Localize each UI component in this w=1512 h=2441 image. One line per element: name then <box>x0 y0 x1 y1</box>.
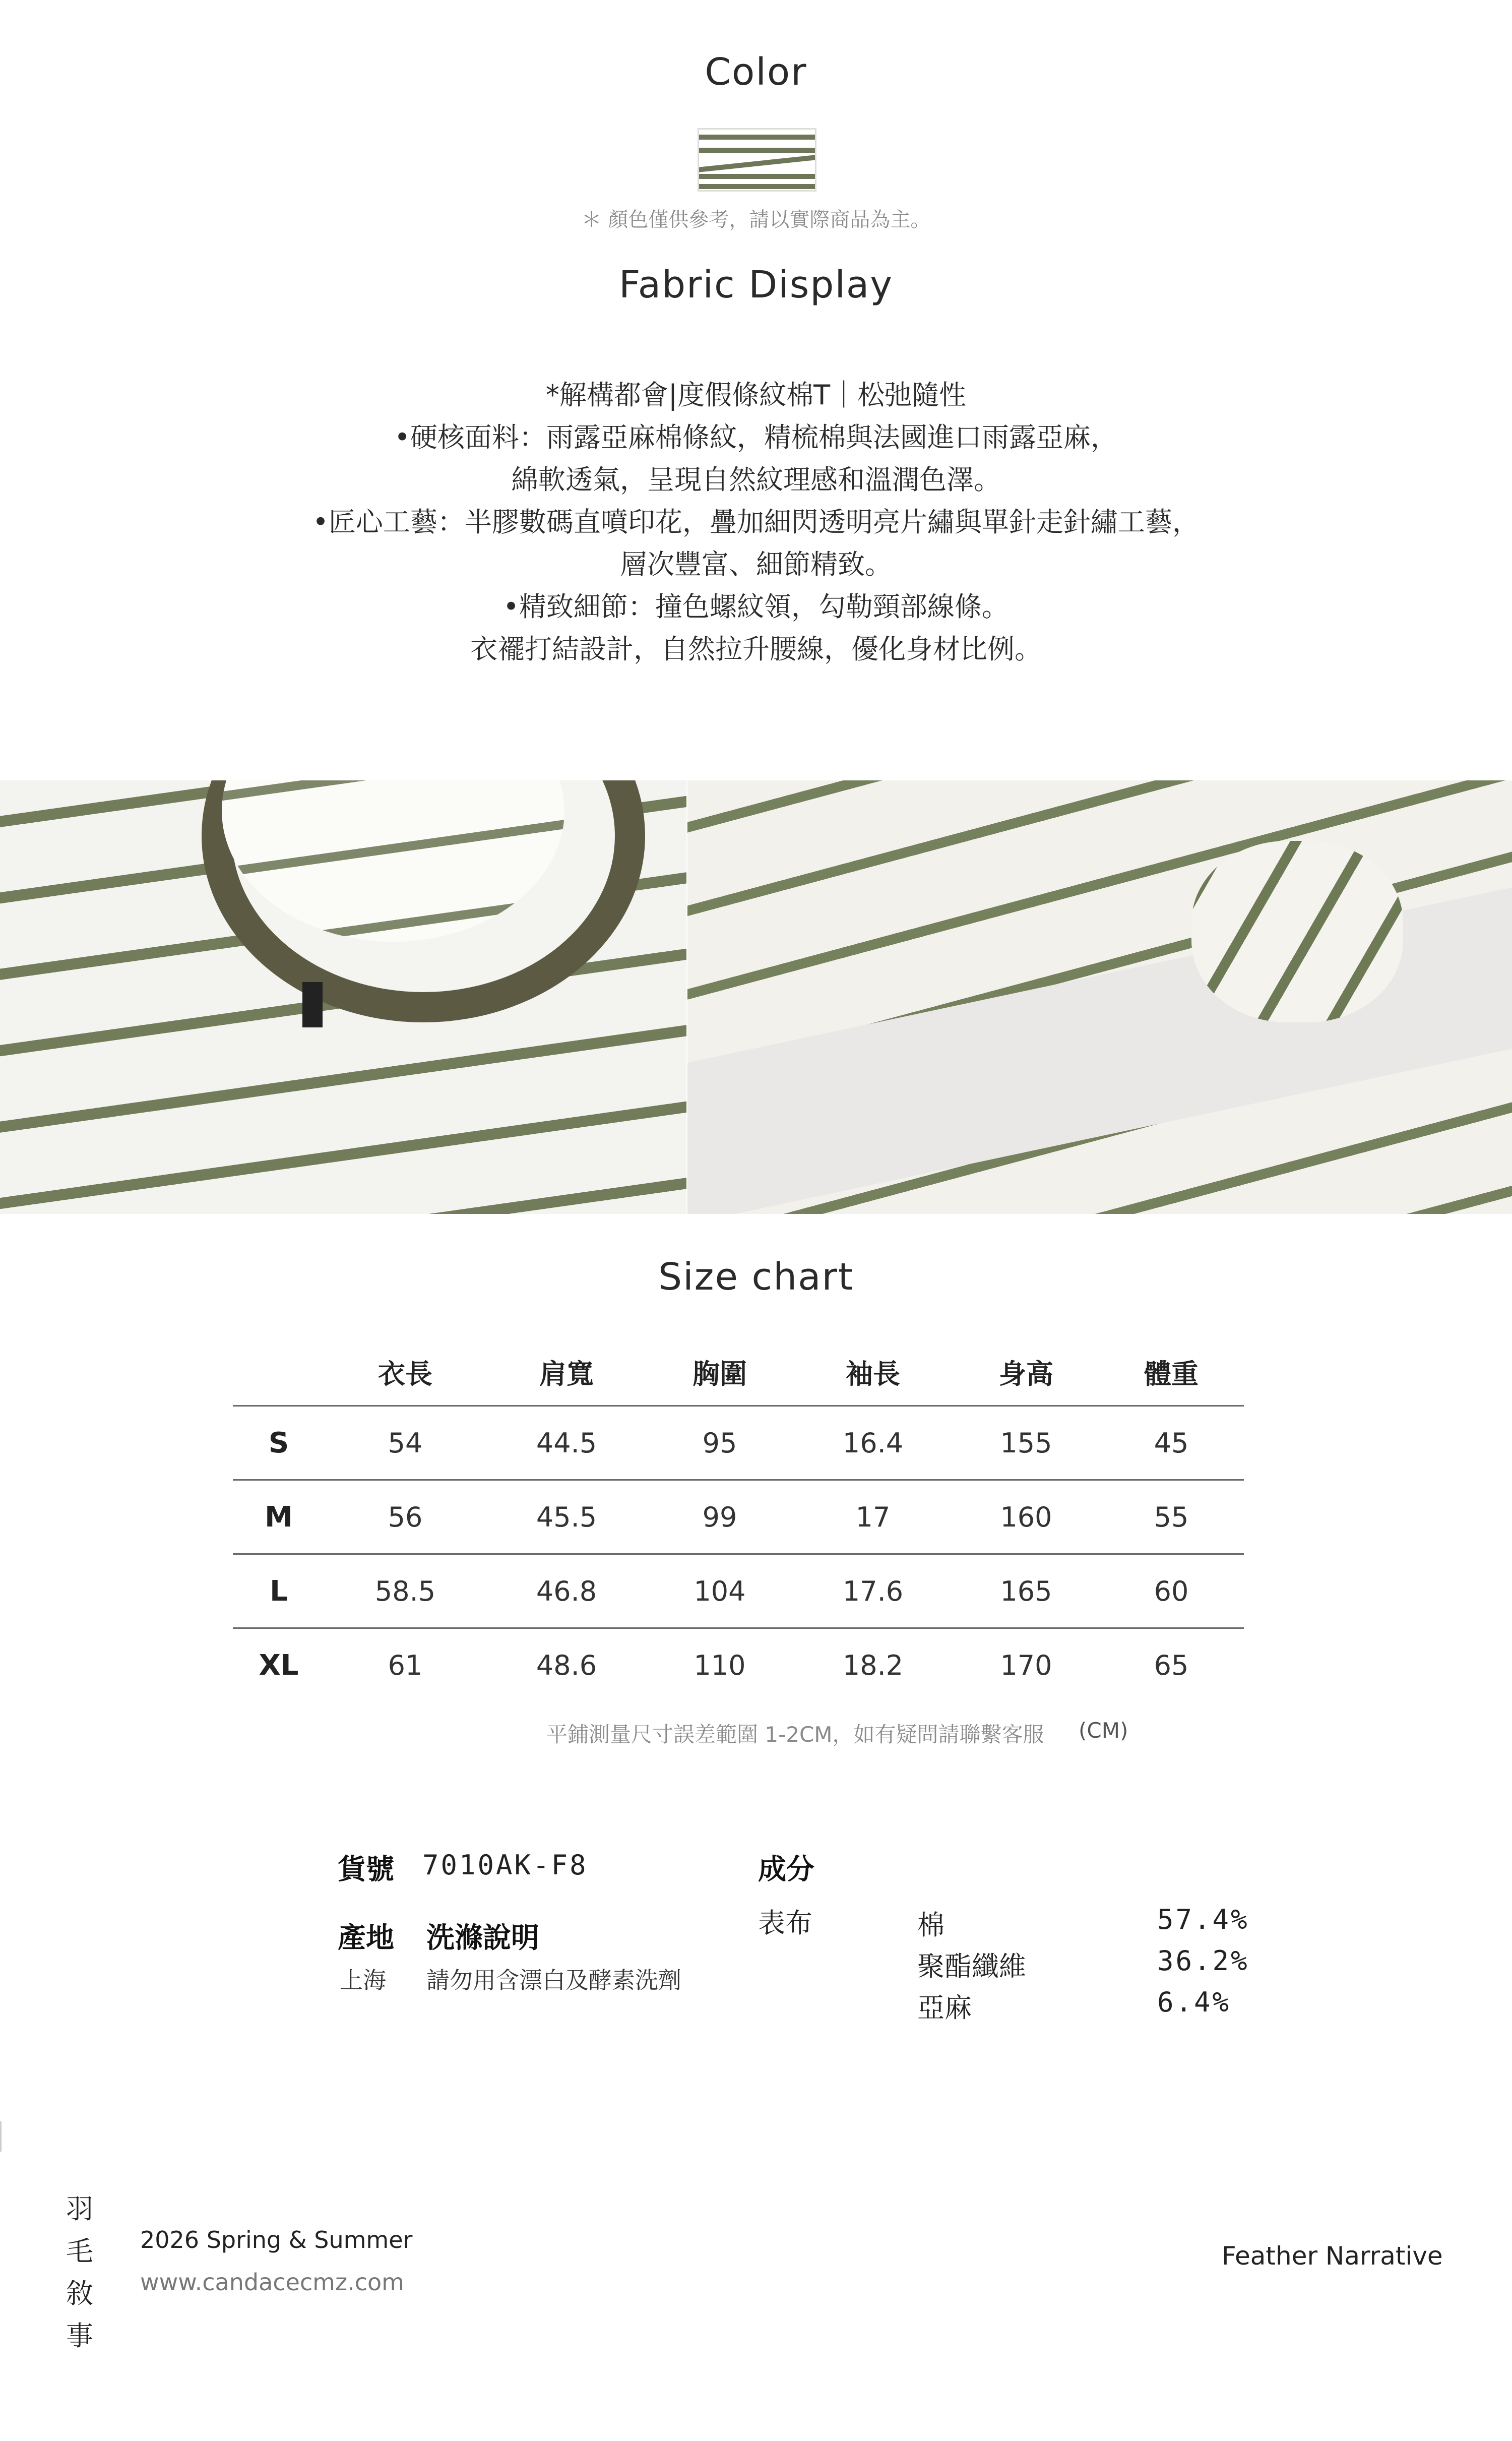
divider <box>0 2121 2 2152</box>
composition-label: 成分 <box>758 1853 814 1886</box>
color-swatch[interactable] <box>698 128 816 192</box>
wash-value: 請勿用含漂白及酵素洗劑 <box>426 1967 681 1994</box>
size-label: XL <box>233 1628 325 1702</box>
table-cell: 54 <box>325 1406 486 1480</box>
table-cell: 95 <box>647 1406 792 1480</box>
fabric-line: 衣襬打結設計，自然拉升腰線，優化身材比例。 <box>470 633 1042 665</box>
material-percent: 36.2% <box>1157 1945 1249 1977</box>
table-cell: 16.4 <box>792 1406 954 1480</box>
brand-char: 羽 <box>66 2193 93 2225</box>
table-cell: 61 <box>325 1628 486 1702</box>
wash-label: 洗滌說明 <box>426 1922 539 1955</box>
table-cell: 155 <box>954 1406 1099 1480</box>
material-name: 棉 <box>917 1909 944 1941</box>
collar-detail-photo <box>0 780 686 1214</box>
material-name: 聚酯纖維 <box>917 1950 1026 1982</box>
table-row <box>233 1480 1244 1554</box>
website-link[interactable]: www.candacecmz.com <box>140 2269 404 2296</box>
material-name: 亞麻 <box>917 1992 972 2024</box>
fabric-title: Fabric Display <box>618 263 894 307</box>
size-chart-title: Size chart <box>658 1255 854 1299</box>
table-cell: 17 <box>792 1480 954 1554</box>
table-row <box>233 1406 1244 1480</box>
fabric-line: •匠心工藝：半膠數碼直噴印花，疊加細閃透明亮片繡與單針走針繡工藝， <box>312 506 1200 538</box>
table-cell: 48.6 <box>486 1628 647 1702</box>
sku-label: 貨號 <box>338 1853 394 1886</box>
table-row <box>233 1554 1244 1628</box>
size-table <box>233 1338 1244 1701</box>
table-cell: 58.5 <box>325 1554 486 1628</box>
brand-char: 毛 <box>66 2235 93 2267</box>
table-cell: 56 <box>325 1480 486 1554</box>
table-row <box>233 1628 1244 1702</box>
table-cell: 45.5 <box>486 1480 647 1554</box>
table-cell: 110 <box>647 1628 792 1702</box>
origin-value: 上海 <box>340 1967 386 1994</box>
origin-label: 產地 <box>338 1922 394 1955</box>
material-percent: 6.4% <box>1157 1986 1231 2018</box>
brand-english: Feather Narrative <box>1222 2241 1443 2271</box>
table-cell: 65 <box>1099 1628 1244 1702</box>
table-cell: 55 <box>1099 1480 1244 1554</box>
fabric-line: •精致細節：撞色螺紋領，勾勒頸部線條。 <box>503 591 1009 623</box>
table-cell: 165 <box>954 1554 1099 1628</box>
column-header: 衣長 <box>378 1358 432 1390</box>
table-cell: 18.2 <box>792 1628 954 1702</box>
corner-cell <box>233 1338 325 1406</box>
column-header: 胸圍 <box>692 1358 747 1390</box>
table-cell: 44.5 <box>486 1406 647 1480</box>
column-header: 身高 <box>998 1358 1053 1390</box>
size-label: L <box>233 1554 325 1628</box>
size-table-header <box>233 1338 1244 1406</box>
neck-label <box>302 982 323 1027</box>
color-title: Color <box>705 50 807 94</box>
size-label: S <box>233 1406 325 1480</box>
column-header: 袖長 <box>845 1358 900 1390</box>
fabric-line: •硬核面料：雨露亞麻棉條紋，精梳棉與法國進口雨露亞麻， <box>394 421 1118 453</box>
table-cell: 104 <box>647 1554 792 1628</box>
column-header: 肩寬 <box>539 1358 594 1390</box>
fabric-line: 綿軟透氣，呈現自然紋理感和溫潤色澤。 <box>511 464 1001 496</box>
fabric-label: 表布 <box>758 1907 812 1939</box>
fabric-line: *解構都會|度假條紋棉T｜松弛隨性 <box>545 379 967 411</box>
fabric-description <box>0 374 1512 670</box>
table-cell: 99 <box>647 1480 792 1554</box>
table-cell: 46.8 <box>486 1554 647 1628</box>
table-cell: 60 <box>1099 1554 1244 1628</box>
table-cell: 17.6 <box>792 1554 954 1628</box>
size-label: M <box>233 1480 325 1554</box>
table-cell: 45 <box>1099 1406 1244 1480</box>
hem-knot-photo <box>687 780 1512 1214</box>
sku-value: 7010AK-F8 <box>422 1849 588 1881</box>
column-header: 體重 <box>1144 1358 1199 1390</box>
brand-vertical <box>65 2188 95 2357</box>
material-percent: 57.4% <box>1157 1904 1249 1935</box>
table-cell: 170 <box>954 1628 1099 1702</box>
brand-char: 事 <box>66 2320 93 2352</box>
size-chart-note: 平鋪測量尺寸誤差範圍 1-2CM，如有疑問請聯繫客服 <box>546 1722 1044 1747</box>
brand-char: 敘 <box>66 2278 93 2309</box>
table-cell: 160 <box>954 1480 1099 1554</box>
hem-knot <box>1191 841 1403 1022</box>
size-chart-unit: (CM) <box>1079 1718 1128 1743</box>
fabric-line: 層次豐富、細節精致。 <box>620 548 892 580</box>
season-text: 2026 Spring & Summer <box>140 2226 413 2253</box>
color-note: ＊ 顏色僅供參考，請以實際商品為主。 <box>581 208 931 231</box>
